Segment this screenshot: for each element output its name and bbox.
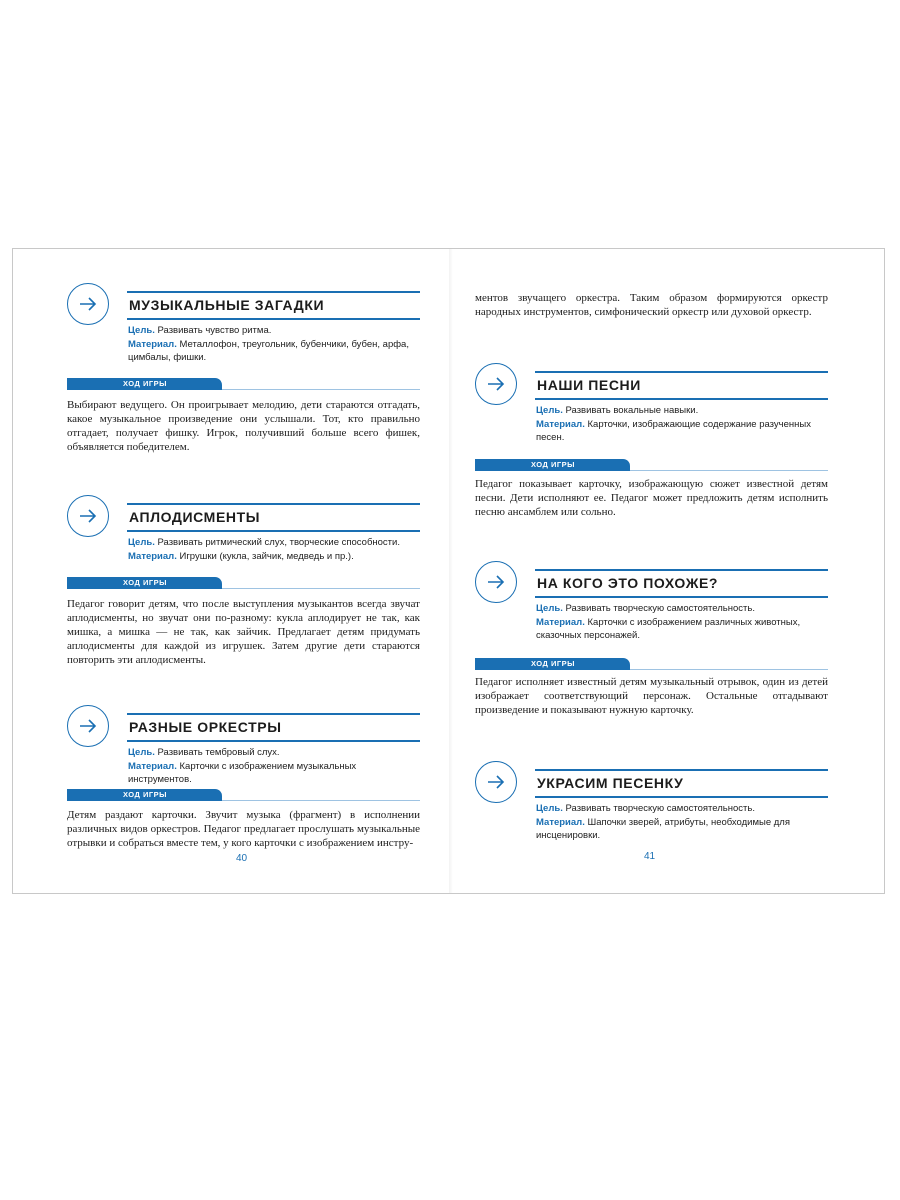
material-text: Карточки, изображающие содержание разученных песен. <box>536 418 811 443</box>
goal-label: Цель. <box>128 325 155 336</box>
title-rule <box>535 569 828 571</box>
book-spread <box>12 248 885 894</box>
arrow-right-icon <box>475 761 517 803</box>
goal-text: Развивать ритмический слух, творческие способности. <box>157 537 400 548</box>
material-label: Материал. <box>128 550 177 562</box>
arrow-right-icon <box>67 283 109 325</box>
title-rule <box>127 713 420 715</box>
title-rule <box>127 503 420 505</box>
material-text: Металлофон, треугольник, бубенчики, бубен, арфа, цимбалы, фишки. <box>128 338 409 363</box>
goal-label: Цель. <box>128 747 155 758</box>
material-label: Материал. <box>536 616 585 628</box>
goal-label: Цель. <box>536 603 563 614</box>
section-title: НА КОГО ЭТО ПОХОЖЕ? <box>537 575 719 591</box>
hod-igry-banner: ХОД ИГРЫ <box>475 658 630 670</box>
arrow-right-icon <box>475 561 517 603</box>
page-number-right: 41 <box>644 851 656 862</box>
section-body: Педагог исполняет известный детям музыкальный отрывок, один из детей изображает соответствующий персонаж. Остальные отгадывают произведение и показывают нужную карточку. <box>475 676 828 716</box>
title-rule <box>535 769 828 771</box>
arrow-right-icon <box>475 363 517 405</box>
title-underline <box>535 596 828 598</box>
goal-text: Развивать творческую самостоятельность. <box>565 803 755 814</box>
title-underline <box>535 398 828 400</box>
hod-igry-rule <box>222 389 420 390</box>
section-title: НАШИ ПЕСНИ <box>537 377 641 393</box>
goal-text: Развивать чувство ритма. <box>157 325 272 336</box>
goal-label: Цель. <box>536 803 563 814</box>
section-title: АПЛОДИСМЕНТЫ <box>129 509 261 525</box>
title-underline <box>127 530 420 532</box>
arrow-right-icon <box>67 705 109 747</box>
hod-igry-rule <box>222 800 420 801</box>
continuation-text: ментов звучащего оркестра. Таким образом формируются оркестр народных инструментов, симфонический оркестр или духовой оркестр. <box>475 292 828 318</box>
section-title: РАЗНЫЕ ОРКЕСТРЫ <box>129 719 282 735</box>
hod-igry-banner: ХОД ИГРЫ <box>67 789 222 801</box>
section-meta <box>128 746 420 787</box>
hod-igry-rule <box>630 470 828 471</box>
spine-shadow <box>449 249 453 893</box>
material-label: Материал. <box>128 760 177 772</box>
title-rule <box>535 371 828 373</box>
material-text: Игрушки (кукла, зайчик, медведь и пр.). <box>179 550 354 562</box>
goal-label: Цель. <box>536 405 563 416</box>
title-underline <box>127 318 420 320</box>
hod-igry-rule <box>630 669 828 670</box>
section-meta <box>536 602 828 643</box>
goal-text: Развивать вокальные навыки. <box>565 405 699 416</box>
section-meta <box>536 802 828 843</box>
title-underline <box>127 740 420 742</box>
material-text: Карточки с изображением различных животных, сказочных персонажей. <box>536 616 801 641</box>
page-number-left: 40 <box>236 853 248 864</box>
material-label: Материал. <box>536 418 585 430</box>
section-body: Выбирают ведущего. Он проигрывает мелодию, дети стараются отгадать, какое музыкальное произведение они услышали. Тот, кто правильно отгадает, получает фишку. Игрок, получивший больше всего фишек, объявляется победителем. <box>67 399 420 453</box>
section-meta <box>536 404 828 445</box>
section-body: Педагог показывает карточку, изображающую сюжет известной детям песни. Дети исполняют ее. Педагог может предложить детям исполнить песню ансамблем или сольно. <box>475 478 828 518</box>
section-body: Педагог говорит детям, что после выступления музыкантов всегда звучат аплодисменты, но звучат они по-разному: кукла аплодирует не так, как мишка, а мишка — не так, как зайчик. Предлагает детям придумать аплодисменты для каждой из игрушек. Затем другие дети стараются повторить эти аплодисменты. <box>67 598 420 666</box>
section-body: Детям раздают карточки. Звучит музыка (фрагмент) в исполнении различных видов оркестров. Педагог предлагает прослушать музыкальные отрывки и собраться вместе тем, у кого карточки с изображением инстру- <box>67 809 420 849</box>
material-label: Материал. <box>128 338 177 350</box>
hod-igry-banner: ХОД ИГРЫ <box>475 459 630 471</box>
goal-text: Развивать творческую самостоятельность. <box>565 603 755 614</box>
title-rule <box>127 291 420 293</box>
title-underline <box>535 796 828 798</box>
hod-igry-banner: ХОД ИГРЫ <box>67 378 222 390</box>
section-title: УКРАСИМ ПЕСЕНКУ <box>537 775 684 791</box>
material-text: Карточки с изображением музыкальных инструментов. <box>128 760 357 785</box>
arrow-right-icon <box>67 495 109 537</box>
material-text: Шапочки зверей, атрибуты, необходимые для инсценировки. <box>536 816 790 841</box>
material-label: Материал. <box>536 816 585 828</box>
section-title: МУЗЫКАЛЬНЫЕ ЗАГАДКИ <box>129 297 325 313</box>
section-meta <box>128 536 420 563</box>
goal-label: Цель. <box>128 537 155 548</box>
section-meta <box>128 324 420 365</box>
hod-igry-rule <box>222 588 420 589</box>
goal-text: Развивать тембровый слух. <box>157 747 280 758</box>
hod-igry-banner: ХОД ИГРЫ <box>67 577 222 589</box>
